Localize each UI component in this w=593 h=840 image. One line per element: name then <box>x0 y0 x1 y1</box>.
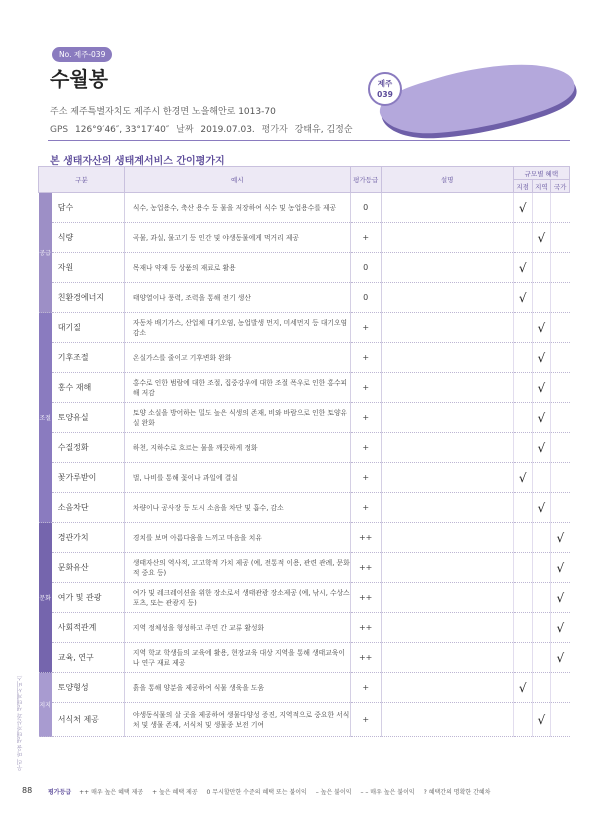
service-description <box>381 283 513 313</box>
scale-check-cell <box>551 193 570 223</box>
check-mark-icon: √ <box>537 440 546 455</box>
scale-check-cell <box>532 253 551 283</box>
scale-check-cell <box>551 643 570 673</box>
scale-check-cell <box>551 553 570 583</box>
scale-check-cell <box>532 583 551 613</box>
scale-check-cell <box>551 433 570 463</box>
service-name: 기후조절 <box>52 343 125 373</box>
scale-check-cell <box>532 433 551 463</box>
service-description <box>381 553 513 583</box>
scale-check-cell <box>551 313 570 343</box>
service-description <box>381 223 513 253</box>
service-grade: 0 <box>350 193 381 223</box>
scale-check-cell <box>513 403 532 433</box>
scale-check-cell <box>551 493 570 523</box>
service-example: 목재나 약재 등 상품의 재료로 활용 <box>124 253 350 283</box>
table-row <box>39 673 570 703</box>
service-example: 온실가스를 줄이고 기후변화 완화 <box>124 343 350 373</box>
service-name: 토양유실 <box>52 403 125 433</box>
table-body <box>39 193 570 737</box>
ecosystem-service-table <box>38 166 570 737</box>
service-example: 지역 학교 학생들의 교육에 활용, 현장교육 대상 지역을 통해 생태교육이나 연구 재료 제공 <box>124 643 350 673</box>
table-row <box>39 643 570 673</box>
scale-check-cell <box>532 223 551 253</box>
service-example: 벌, 나비를 통해 꽃이나 과일에 결실 <box>124 463 350 493</box>
service-description <box>381 253 513 283</box>
service-name: 수질정화 <box>52 433 125 463</box>
scale-check-cell <box>532 343 551 373</box>
address-value: 제주특별자치도 제주시 한경면 노을해안로 1013-70 <box>70 107 276 117</box>
header-grade: 평가등급 <box>350 167 381 193</box>
scale-check-cell <box>551 583 570 613</box>
legend-item: + 높은 혜택 제공 <box>152 789 198 796</box>
header-regional: 지역 <box>532 180 551 193</box>
divider <box>48 140 570 141</box>
check-mark-icon: √ <box>537 500 546 515</box>
scale-check-cell <box>532 193 551 223</box>
table-row <box>39 403 570 433</box>
service-description <box>381 193 513 223</box>
service-name: 대기질 <box>52 313 125 343</box>
service-grade: ++ <box>350 553 381 583</box>
service-name: 여가 및 관광 <box>52 583 125 613</box>
scale-check-cell <box>551 463 570 493</box>
scale-check-cell <box>513 703 532 737</box>
badge-number: 039 <box>377 90 393 99</box>
service-name: 경관가치 <box>52 523 125 553</box>
service-grade: + <box>350 223 381 253</box>
scale-check-cell <box>532 313 551 343</box>
scale-check-cell <box>551 373 570 403</box>
service-grade: + <box>350 703 381 737</box>
table-row <box>39 493 570 523</box>
scale-check-cell <box>551 613 570 643</box>
gps-label: GPS <box>50 125 69 135</box>
service-name: 문화유산 <box>52 553 125 583</box>
table-row <box>39 583 570 613</box>
legend-item: – 높은 불이익 <box>315 789 352 796</box>
scale-check-cell <box>551 253 570 283</box>
service-description <box>381 433 513 463</box>
scale-check-cell <box>551 523 570 553</box>
header-national: 국가 <box>551 180 570 193</box>
scale-check-cell <box>513 493 532 523</box>
scale-check-cell <box>513 583 532 613</box>
service-name: 꽃가루받이 <box>52 463 125 493</box>
header-local: 지점 <box>513 180 532 193</box>
scale-check-cell <box>513 523 532 553</box>
page-number: 88 <box>22 786 33 795</box>
evaluator-label: 평가자 <box>261 125 288 135</box>
check-mark-icon: √ <box>556 620 565 635</box>
table-row <box>39 313 570 343</box>
service-grade: + <box>350 313 381 343</box>
service-grade: + <box>350 373 381 403</box>
service-example: 흙을 통해 양분을 제공하여 식물 생육을 도움 <box>124 673 350 703</box>
scale-check-cell <box>551 343 570 373</box>
scale-check-cell <box>513 313 532 343</box>
service-example: 지역 정체성을 형성하고 주민 간 교류 활성화 <box>124 613 350 643</box>
grade-legend <box>48 787 497 796</box>
table-row <box>39 553 570 583</box>
service-grade: + <box>350 493 381 523</box>
check-mark-icon: √ <box>537 380 546 395</box>
check-mark-icon: √ <box>537 410 546 425</box>
gps-value: 126°9′46″, 33°17′40″ <box>75 125 170 135</box>
service-description <box>381 523 513 553</box>
scale-check-cell <box>551 403 570 433</box>
legend-title: 평가등급 <box>48 789 72 796</box>
scale-check-cell <box>513 193 532 223</box>
check-mark-icon: √ <box>537 230 546 245</box>
scale-check-cell <box>532 553 551 583</box>
category-label: 조절 <box>39 313 52 523</box>
header-category: 구분 <box>39 167 125 193</box>
gps-line <box>50 122 357 135</box>
scale-check-cell <box>513 643 532 673</box>
scale-check-cell <box>532 373 551 403</box>
service-description <box>381 373 513 403</box>
scale-check-cell <box>551 283 570 313</box>
category-label: 문화 <box>39 523 52 673</box>
service-example: 곡물, 과실, 물고기 등 인간 및 야생동물에게 먹거리 제공 <box>124 223 350 253</box>
service-description <box>381 583 513 613</box>
table-row <box>39 223 570 253</box>
service-name: 교육, 연구 <box>52 643 125 673</box>
side-running-title: 우리 마을 생태자산과 생태계서비스 <box>17 675 24 771</box>
header-example: 예시 <box>124 167 350 193</box>
legend-item: – – 매우 높은 불이익 <box>360 789 415 796</box>
table-row <box>39 463 570 493</box>
scale-check-cell <box>513 613 532 643</box>
service-grade: ++ <box>350 523 381 553</box>
evaluator-value: 강태유, 김정순 <box>294 125 353 135</box>
scale-check-cell <box>513 283 532 313</box>
scale-check-cell <box>532 613 551 643</box>
service-name: 친환경에너지 <box>52 283 125 313</box>
service-example: 자동차 배기가스, 산업체 대기오염, 농업발생 먼지, 미세먼지 등 대기오염 감소 <box>124 313 350 343</box>
check-mark-icon: √ <box>518 290 527 305</box>
scale-check-cell <box>532 463 551 493</box>
check-mark-icon: √ <box>556 590 565 605</box>
scale-check-cell <box>532 673 551 703</box>
header-description: 설명 <box>381 167 513 193</box>
service-name: 홍수 재해 <box>52 373 125 403</box>
service-example: 야생동식물의 살 곳을 제공하여 생물다양성 증진, 지역적으로 중요한 서식처 및 생물 존재, 서식처 및 생물종 보전 기여 <box>124 703 350 737</box>
scale-check-cell <box>513 343 532 373</box>
check-mark-icon: √ <box>518 260 527 275</box>
service-example: 차량이나 공사장 등 도시 소음을 차단 및 흡수, 감소 <box>124 493 350 523</box>
date-label: 날짜 <box>176 125 194 135</box>
legend-item: ++ 매우 높은 혜택 제공 <box>79 789 144 796</box>
scale-check-cell <box>513 673 532 703</box>
service-grade: 0 <box>350 253 381 283</box>
scale-check-cell <box>532 403 551 433</box>
check-mark-icon: √ <box>537 350 546 365</box>
service-name: 서식처 제공 <box>52 703 125 737</box>
scale-check-cell <box>532 283 551 313</box>
scale-check-cell <box>551 703 570 737</box>
legend-item: ? 혜택간의 명확한 간혜차 <box>423 789 491 796</box>
check-mark-icon: √ <box>518 680 527 695</box>
service-example: 하천, 지하수로 흐르는 물을 깨끗하게 정화 <box>124 433 350 463</box>
address-label: 주소 <box>50 107 68 117</box>
badge-region: 제주 <box>377 79 393 88</box>
scale-check-cell <box>551 223 570 253</box>
section-title: 본 생태자산의 생태계서비스 간이평가지 <box>50 156 225 167</box>
service-description <box>381 493 513 523</box>
check-mark-icon: √ <box>556 530 565 545</box>
table-row <box>39 433 570 463</box>
service-grade: + <box>350 433 381 463</box>
table-row <box>39 373 570 403</box>
scale-check-cell <box>513 553 532 583</box>
scale-check-cell <box>513 223 532 253</box>
service-description <box>381 403 513 433</box>
check-mark-icon: √ <box>537 320 546 335</box>
scale-check-cell <box>532 493 551 523</box>
table-row <box>39 253 570 283</box>
legend-item: 0 무시할만한 수준의 혜택 또는 불이익 <box>206 789 307 796</box>
service-description <box>381 643 513 673</box>
service-name: 식량 <box>52 223 125 253</box>
check-mark-icon: √ <box>556 650 565 665</box>
scale-check-cell <box>513 253 532 283</box>
scale-check-cell <box>532 703 551 737</box>
service-grade: ++ <box>350 643 381 673</box>
service-description <box>381 673 513 703</box>
service-example: 태양열이나 풍력, 조력을 통해 전기 생산 <box>124 283 350 313</box>
category-label: 공급 <box>39 193 52 313</box>
header-scale: 규모별 혜택 <box>513 167 569 180</box>
scale-check-cell <box>513 433 532 463</box>
service-name: 사회적관계 <box>52 613 125 643</box>
service-example: 경치를 보며 아름다움을 느끼고 마음을 치유 <box>124 523 350 553</box>
scale-check-cell <box>513 373 532 403</box>
service-name: 담수 <box>52 193 125 223</box>
scale-check-cell <box>532 523 551 553</box>
service-grade: ++ <box>350 613 381 643</box>
address-line <box>50 104 276 117</box>
service-name: 자원 <box>52 253 125 283</box>
scale-check-cell <box>513 463 532 493</box>
check-mark-icon: √ <box>518 200 527 215</box>
service-example: 여가 및 레크레이션을 위한 장소로서 생태관광 장소제공 (예, 낚시, 수상스포츠, 또는 관광지 등) <box>124 583 350 613</box>
service-example: 식수, 농업용수, 축산 용수 등 물을 저장하여 식수 및 농업용수를 제공 <box>124 193 350 223</box>
service-example: 생태자산의 역사적, 고고학적 가치 제공 (예, 전통적 이용, 관련 관례, 문화적 중요 등) <box>124 553 350 583</box>
service-name: 토양형성 <box>52 673 125 703</box>
service-grade: + <box>350 463 381 493</box>
table-row <box>39 283 570 313</box>
service-example: 토양 소실을 방어하는 밀도 높은 식생의 존재, 비와 바람으로 인한 토양유실 완화 <box>124 403 350 433</box>
service-grade: + <box>350 343 381 373</box>
service-description <box>381 613 513 643</box>
table-row <box>39 193 570 223</box>
service-description <box>381 463 513 493</box>
category-label: 지지 <box>39 673 52 737</box>
check-mark-icon: √ <box>518 470 527 485</box>
date-value: 2019.07.03. <box>200 125 255 135</box>
service-grade: ++ <box>350 583 381 613</box>
location-badge <box>368 72 402 106</box>
check-mark-icon: √ <box>556 560 565 575</box>
table-row <box>39 343 570 373</box>
service-name: 소음차단 <box>52 493 125 523</box>
page-tag: No. 제주-039 <box>52 47 112 62</box>
check-mark-icon: √ <box>537 712 546 727</box>
table-row <box>39 523 570 553</box>
table-row <box>39 613 570 643</box>
service-grade: + <box>350 403 381 433</box>
scale-check-cell <box>551 673 570 703</box>
service-grade: + <box>350 673 381 703</box>
service-example: 홍수로 인한 범람에 대한 조절, 집중강우에 대한 조절 폭우로 인한 홍수피해 저감 <box>124 373 350 403</box>
service-description <box>381 703 513 737</box>
service-description <box>381 313 513 343</box>
scale-check-cell <box>532 643 551 673</box>
table-row <box>39 703 570 737</box>
page-title: 수월봉 <box>50 67 108 91</box>
service-grade: 0 <box>350 283 381 313</box>
service-description <box>381 343 513 373</box>
